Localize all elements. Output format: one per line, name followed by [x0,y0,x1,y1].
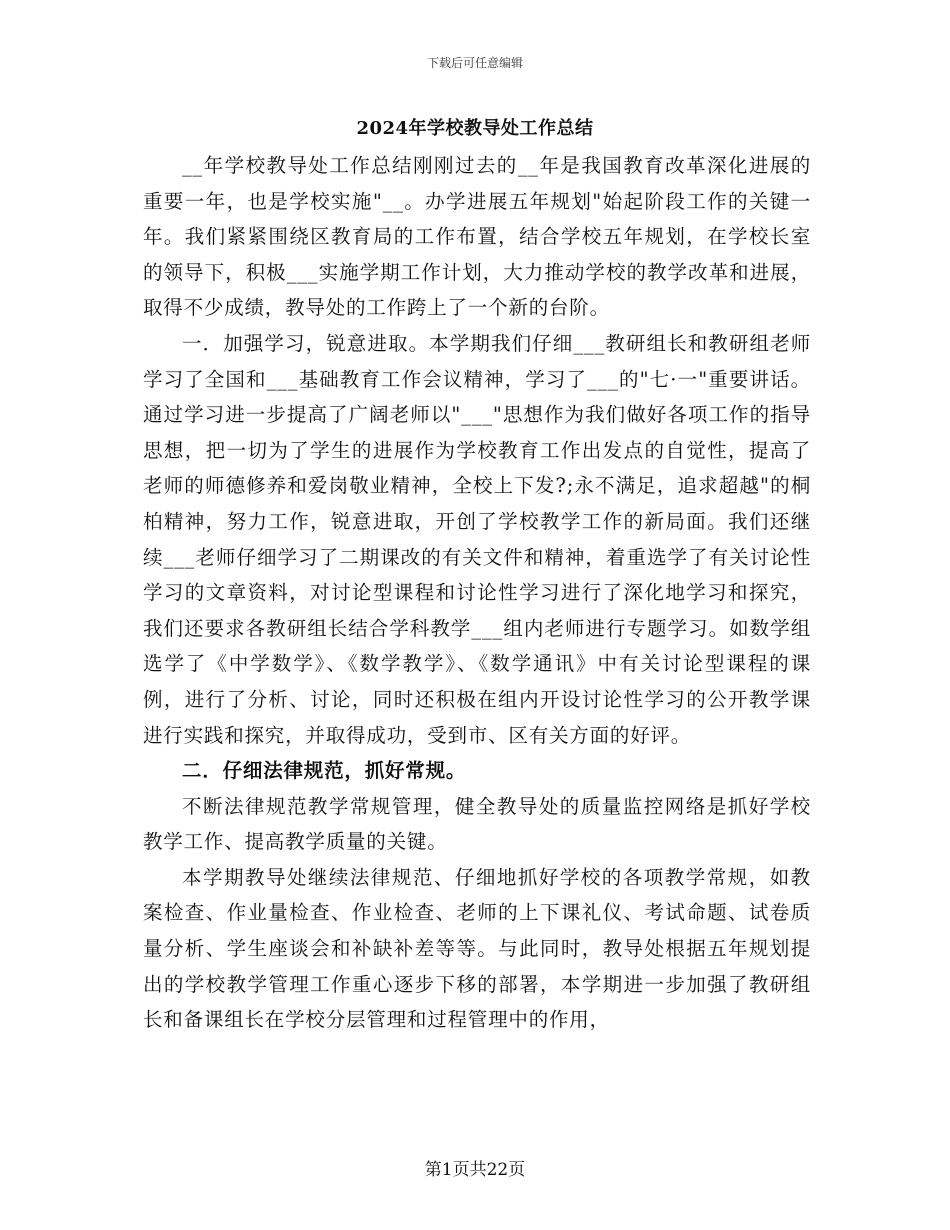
paragraph-section-2b: 本学期教导处继续法律规范、仔细地抓好学校的各项教学常规，如教案检查、作业量检查、作业检查、老师的上下课礼仪、考试命题、试卷质量分析、学生座谈会和补缺补差等等。与此同时，教导处根据五年规划提出的学校教学管理工作重心逐步下移的部署，本学期进一步加强了教研组长和备课组长在学校分层管理和过程管理中的作用， [143,865,811,1032]
paragraph-intro: __年学校教导处工作总结刚刚过去的__年是我国教育改革深化进展的重要一年，也是学校实施"__。办学进展五年规划"始起阶段工作的关键一年。我们紧紧围绕区教育局的工作布置，结合学校五年规划，在学校长室的领导下，积极___实施学期工作计划，大力推动学校的教学改革和进展，取得不少成绩，教导处的工作跨上了一个新的台阶。 [143,154,811,320]
section-heading-2: 二．仔细法律规范，抓好常规。 [182,759,467,783]
page-header-note: 下载后可任意编辑 [426,56,523,70]
paragraph-section-1: 一．加强学习，锐意进取。本学期我们仔细___教研组长和教研组老师学习了全国和___基础教育工作会议精神，学习了___的"七·一"重要讲话。通过学习进一步提高了广阔老师以"___"思想作为我们做好各项工作的指导思想，把一切为了学生的进展作为学校教育工作出发点的自觉性，提高了老师的师德修养和爱岗敬业精神，全校上下发?;永不满足，追求超越"的桐柏精神，努力工作，锐意进取，开创了学校教学工作的新局面。我们还继续___老师仔细学习了二期课改的有关文件和精神，着重选学了有关讨论性学习的文章资料，对讨论型课程和讨论性学习进行了深化地学习和探究，我们还要求各教研组长结合学科教学___组内老师进行专题学习。如数学组选学了《中学数学》、《数学教学》、《数学通讯》中有关讨论型课程的课例，进行了分析、讨论，同时还积极在组内开设讨论性学习的公开教学课进行实践和探究，并取得成功，受到市、区有关方面的好评。 [143,331,811,747]
page-number-footer: 第1页共22页 [424,1160,526,1180]
document-title: 2024年学校教导处工作总结 [356,118,594,139]
document-body [143,148,811,1038]
paragraph-section-2a: 不断法律规范教学常规管理，健全教导处的质量监控网络是抓好学校教学工作、提高教学质量的关键。 [143,794,811,854]
